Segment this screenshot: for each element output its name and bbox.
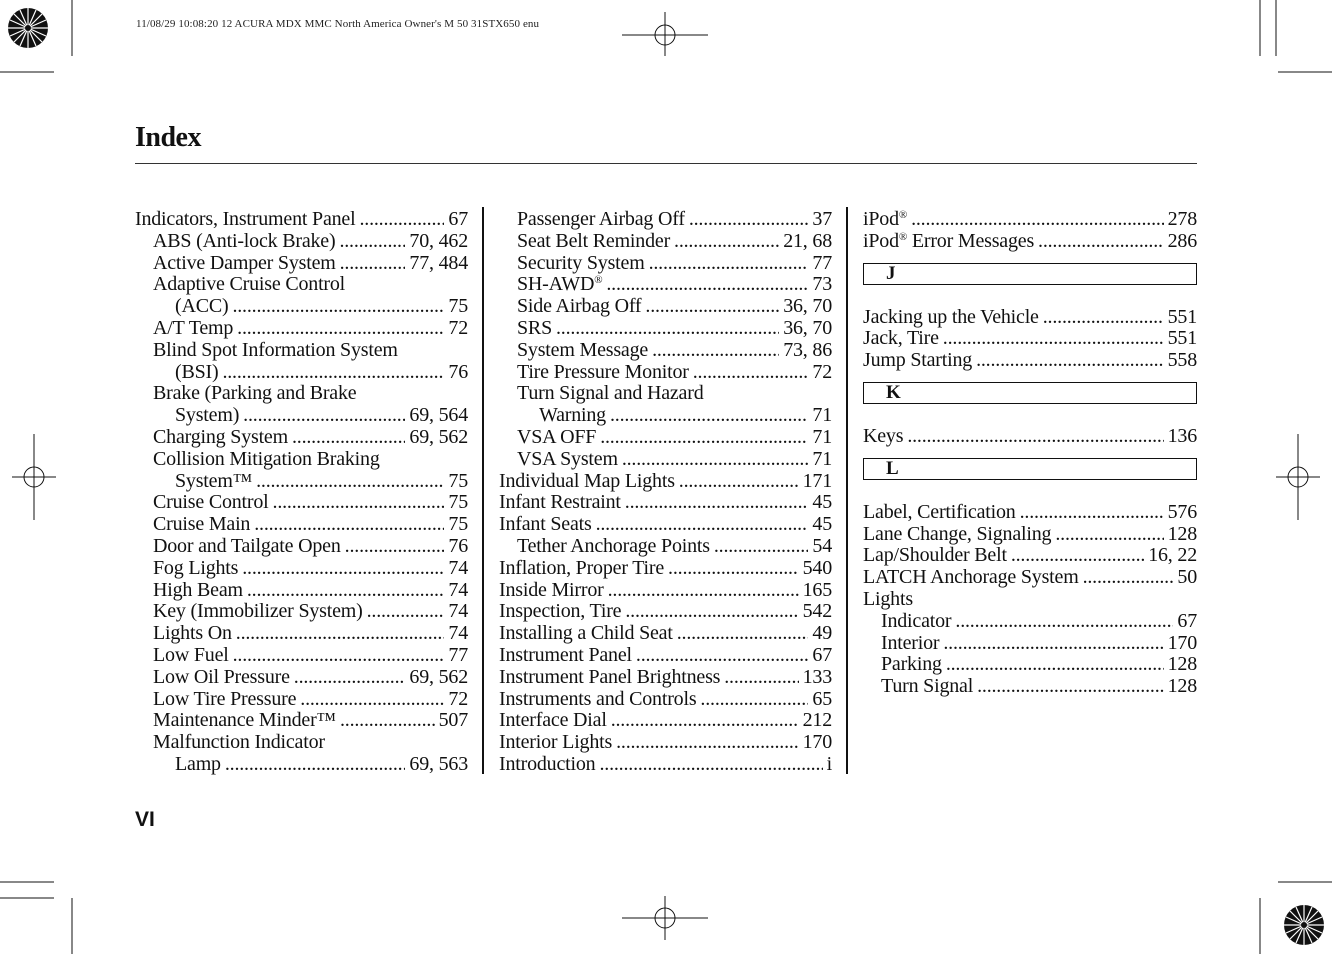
index-entry xyxy=(863,502,1197,524)
entry-page: 45 xyxy=(812,513,832,536)
entry-term: Blind Spot Information System xyxy=(153,338,398,361)
index-entry xyxy=(863,676,1197,698)
index-entry xyxy=(135,601,468,623)
entry-page: 69, 562 xyxy=(409,665,468,688)
entry-page: 286 xyxy=(1167,229,1197,252)
dot-leader xyxy=(939,328,1164,350)
index-entry xyxy=(499,274,832,296)
index-entry xyxy=(863,545,1197,567)
entry-term: Key (Immobilizer System) xyxy=(153,600,363,623)
dot-leader xyxy=(612,732,799,754)
dot-leader xyxy=(673,623,809,645)
entry-term: Keys xyxy=(863,424,904,447)
page-number: VI xyxy=(135,808,155,831)
entry-term: SRS xyxy=(517,316,552,339)
index-entry xyxy=(863,589,1197,611)
index-entry xyxy=(499,601,832,623)
entry-page: 576 xyxy=(1167,500,1197,523)
entry-term: Fog Lights xyxy=(153,556,239,579)
index-column-2 xyxy=(499,209,832,776)
dot-leader xyxy=(621,601,798,623)
entry-term: Warning xyxy=(539,404,606,427)
entry-term: (BSI) xyxy=(175,360,219,383)
index-entry xyxy=(863,611,1197,633)
entry-page: 75 xyxy=(448,295,468,318)
index-entry xyxy=(499,732,832,754)
entry-page: 73, 86 xyxy=(783,338,832,361)
dot-leader xyxy=(604,580,799,602)
entry-page: 74 xyxy=(448,578,468,601)
index-entry xyxy=(135,449,468,471)
entry-term: Security System xyxy=(517,251,645,274)
entry-page: 74 xyxy=(448,556,468,579)
dot-leader xyxy=(336,710,435,732)
dot-leader xyxy=(228,296,444,318)
entry-term: Jacking up the Vehicle xyxy=(863,305,1039,328)
dot-leader xyxy=(595,754,822,776)
dot-leader xyxy=(232,623,445,645)
dot-leader xyxy=(238,558,444,580)
entry-page: 36, 70 xyxy=(783,295,832,318)
entry-page: 16, 22 xyxy=(1148,544,1197,567)
dot-leader xyxy=(250,514,444,536)
dot-leader xyxy=(602,274,808,296)
dot-leader xyxy=(552,318,779,340)
entry-term: Door and Tailgate Open xyxy=(153,534,341,557)
entry-page: 71 xyxy=(812,425,832,448)
dot-leader xyxy=(596,427,808,449)
dot-leader xyxy=(592,514,809,536)
index-entry xyxy=(499,580,832,602)
dot-leader xyxy=(696,689,808,711)
entry-term: Maintenance Minder™ xyxy=(153,709,336,732)
entry-page: 49 xyxy=(812,622,832,645)
entry-term: Inside Mirror xyxy=(499,578,604,601)
entry-term: Indicators, Instrument Panel xyxy=(135,208,356,230)
entry-term: Instrument Panel xyxy=(499,643,632,666)
dot-leader xyxy=(645,253,809,275)
entry-page: 21, 68 xyxy=(783,229,832,252)
entry-term: Charging System xyxy=(153,425,288,448)
dot-leader xyxy=(252,471,444,493)
entry-term: Interior xyxy=(881,631,940,654)
entry-term: Malfunction Indicator xyxy=(153,731,325,754)
entry-page: 67 xyxy=(1177,609,1197,632)
dot-leader xyxy=(710,536,809,558)
dot-leader xyxy=(1039,307,1164,329)
print-header: 11/08/29 10:08:20 12 ACURA MDX MMC North America Owner's M 50 31STX650 enu xyxy=(136,18,540,30)
index-entry xyxy=(499,231,832,253)
index-entry xyxy=(135,383,468,405)
entry-page: 50 xyxy=(1177,566,1197,589)
entry-term: Introduction xyxy=(499,752,596,775)
index-entry xyxy=(135,340,468,362)
entry-page: 72 xyxy=(812,360,832,383)
entry-page: 128 xyxy=(1167,653,1197,676)
entry-term: Turn Signal xyxy=(881,675,974,698)
index-entry xyxy=(499,318,832,340)
entry-term: Low Fuel xyxy=(153,643,229,666)
entry-page: 54 xyxy=(812,534,832,557)
entry-page: 71 xyxy=(812,404,832,427)
dot-leader xyxy=(239,405,405,427)
dot-leader xyxy=(907,209,1164,231)
entry-term: Inflation, Proper Tire xyxy=(499,556,665,579)
entry-term: VSA OFF xyxy=(517,425,597,448)
index-entry xyxy=(863,328,1197,350)
dot-leader xyxy=(618,449,809,471)
index-entry xyxy=(135,689,468,711)
entry-term: iPod® Error Messages xyxy=(863,229,1035,252)
index-entry xyxy=(135,427,468,449)
entry-page: 558 xyxy=(1167,349,1197,372)
entry-term: Interior Lights xyxy=(499,731,613,754)
dot-leader xyxy=(363,601,445,623)
title-rule xyxy=(135,163,1197,164)
dot-leader xyxy=(288,427,405,449)
entry-page: i xyxy=(826,752,832,775)
entry-term: Tether Anchorage Points xyxy=(517,534,710,557)
index-entry xyxy=(863,567,1197,589)
index-entry xyxy=(135,645,468,667)
dot-leader xyxy=(607,710,799,732)
index-entry xyxy=(499,471,832,493)
index-entry xyxy=(135,274,468,296)
entry-page: 74 xyxy=(448,622,468,645)
dot-leader xyxy=(229,645,445,667)
column-divider xyxy=(846,207,848,774)
entry-page: 69, 563 xyxy=(409,752,468,775)
index-entry xyxy=(499,405,832,427)
index-entry xyxy=(135,492,468,514)
index-entry xyxy=(135,405,468,427)
entry-page: 171 xyxy=(802,469,832,492)
entry-term: System) xyxy=(175,404,240,427)
entry-term: Cruise Control xyxy=(153,491,269,514)
entry-page: 37 xyxy=(812,208,832,230)
index-entry xyxy=(135,623,468,645)
dot-leader xyxy=(243,580,445,602)
dot-leader xyxy=(720,667,798,689)
section-letter-j: J xyxy=(863,263,1197,285)
entry-page: 77 xyxy=(448,643,468,666)
index-entry xyxy=(135,580,468,602)
entry-page: 69, 562 xyxy=(409,425,468,448)
index-entry xyxy=(135,318,468,340)
entry-page: 36, 70 xyxy=(783,316,832,339)
entry-term: VSA System xyxy=(517,447,618,470)
dot-leader xyxy=(1034,231,1164,253)
index-entry xyxy=(499,667,832,689)
entry-page: 551 xyxy=(1167,305,1197,328)
entry-page: 212 xyxy=(802,709,832,732)
index-entry xyxy=(863,307,1197,329)
index-entry xyxy=(499,689,832,711)
index-entry xyxy=(863,654,1197,676)
entry-term: Low Tire Pressure xyxy=(153,687,297,710)
entry-page: 551 xyxy=(1167,327,1197,350)
index-entry xyxy=(499,340,832,362)
entry-term: Infant Seats xyxy=(499,513,592,536)
entry-page: 128 xyxy=(1167,522,1197,545)
entry-page: 67 xyxy=(812,643,832,666)
entry-page: 74 xyxy=(448,600,468,623)
dot-leader xyxy=(606,405,808,427)
index-entry xyxy=(863,426,1197,448)
entry-page: 165 xyxy=(802,578,832,601)
index-entry xyxy=(135,710,468,732)
column-divider xyxy=(482,207,484,774)
dot-leader xyxy=(689,362,809,384)
page-title: Index xyxy=(135,122,201,153)
entry-term: High Beam xyxy=(153,578,243,601)
entry-term: Inspection, Tire xyxy=(499,600,622,623)
dot-leader xyxy=(341,536,445,558)
entry-page: 170 xyxy=(1167,631,1197,654)
index-entry xyxy=(499,449,832,471)
dot-leader xyxy=(632,645,809,667)
dot-leader xyxy=(336,253,406,275)
index-entry xyxy=(499,536,832,558)
entry-page: 136 xyxy=(1167,424,1197,447)
dot-leader xyxy=(1051,524,1163,546)
index-entry xyxy=(135,471,468,493)
entry-term: Individual Map Lights xyxy=(499,469,675,492)
entry-page: 76 xyxy=(448,360,468,383)
entry-page: 128 xyxy=(1167,675,1197,698)
dot-leader xyxy=(670,231,779,253)
entry-term: Interface Dial xyxy=(499,709,607,732)
entry-page: 170 xyxy=(802,731,832,754)
entry-term: Instrument Panel Brightness xyxy=(499,665,721,688)
entry-term: Label, Certification xyxy=(863,500,1016,523)
entry-term: Passenger Airbag Off xyxy=(517,208,685,230)
dot-leader xyxy=(1079,567,1174,589)
dot-leader xyxy=(218,362,444,384)
dot-leader xyxy=(942,654,1164,676)
dot-leader xyxy=(1016,502,1164,524)
index-entry xyxy=(135,536,468,558)
dot-leader xyxy=(1007,545,1144,567)
entry-term: Lamp xyxy=(175,752,221,775)
dot-leader xyxy=(233,318,444,340)
entry-page: 70, 462 xyxy=(409,229,468,252)
dot-leader xyxy=(296,689,444,711)
entry-term: Indicator xyxy=(881,609,952,632)
index-entry xyxy=(499,383,832,405)
entry-page: 542 xyxy=(802,600,832,623)
index-column-1 xyxy=(135,209,468,776)
index-entry xyxy=(135,754,468,776)
entry-page: 69, 564 xyxy=(409,404,468,427)
section-letter-k: K xyxy=(863,382,1197,404)
index-entry xyxy=(863,633,1197,655)
entry-page: 278 xyxy=(1167,208,1197,230)
entry-term: ABS (Anti-lock Brake) xyxy=(153,229,336,252)
dot-leader xyxy=(269,492,445,514)
dot-leader xyxy=(641,296,779,318)
dot-leader xyxy=(335,231,405,253)
entry-term: System Message xyxy=(517,338,649,361)
entry-page: 73 xyxy=(812,273,832,296)
dot-leader xyxy=(675,471,799,493)
index-entry xyxy=(499,296,832,318)
entry-page: 540 xyxy=(802,556,832,579)
entry-term: A/T Temp xyxy=(153,316,234,339)
entry-term: Collision Mitigation Braking xyxy=(153,447,380,470)
index-entry xyxy=(499,514,832,536)
index-entry xyxy=(499,253,832,275)
entry-term: Lights On xyxy=(153,622,232,645)
index-entry xyxy=(135,209,468,231)
entry-page: 45 xyxy=(812,491,832,514)
entry-term: Instruments and Controls xyxy=(499,687,697,710)
entry-term: (ACC) xyxy=(175,295,229,318)
section-letter-l: L xyxy=(863,458,1197,480)
entry-term: Jack, Tire xyxy=(863,327,939,350)
entry-term: Lap/Shoulder Belt xyxy=(863,544,1007,567)
index-entry xyxy=(499,492,832,514)
index-entry xyxy=(135,667,468,689)
index-entry xyxy=(499,710,832,732)
entry-page: 75 xyxy=(448,513,468,536)
index-column-3 xyxy=(863,209,1197,698)
entry-page: 72 xyxy=(448,316,468,339)
entry-term: Lane Change, Signaling xyxy=(863,522,1052,545)
index-entry xyxy=(135,296,468,318)
entry-term: Lights xyxy=(863,587,913,610)
dot-leader xyxy=(290,667,406,689)
entry-term: Turn Signal and Hazard xyxy=(517,382,704,405)
index-entry xyxy=(135,253,468,275)
entry-page: 133 xyxy=(802,665,832,688)
entry-term: SH-AWD® xyxy=(517,273,603,296)
index-entry xyxy=(499,427,832,449)
entry-term: Installing a Child Seat xyxy=(499,622,673,645)
entry-page: 67 xyxy=(448,208,468,230)
index-entry xyxy=(135,362,468,384)
index-entry xyxy=(135,732,468,754)
dot-leader xyxy=(951,611,1173,633)
dot-leader xyxy=(973,676,1164,698)
dot-leader xyxy=(972,350,1164,372)
index-entry xyxy=(135,558,468,580)
entry-page: 507 xyxy=(438,709,468,732)
index-entry xyxy=(499,623,832,645)
entry-page: 72 xyxy=(448,687,468,710)
entry-term: Brake (Parking and Brake xyxy=(153,382,357,405)
entry-page: 77 xyxy=(812,251,832,274)
entry-page: 75 xyxy=(448,491,468,514)
entry-term: Low Oil Pressure xyxy=(153,665,290,688)
entry-term: System™ xyxy=(175,469,253,492)
index-entry xyxy=(499,558,832,580)
index-entry xyxy=(135,514,468,536)
entry-page: 77, 484 xyxy=(409,251,468,274)
index-entry xyxy=(863,524,1197,546)
entry-term: iPod® xyxy=(863,208,908,230)
entry-term: Seat Belt Reminder xyxy=(517,229,671,252)
index-entry xyxy=(499,209,832,231)
entry-term: LATCH Anchorage System xyxy=(863,566,1079,589)
entry-term: Tire Pressure Monitor xyxy=(517,360,689,383)
entry-page: 65 xyxy=(812,687,832,710)
entry-term: Active Damper System xyxy=(153,251,336,274)
index-entry xyxy=(499,645,832,667)
dot-leader xyxy=(685,209,809,231)
dot-leader xyxy=(939,633,1163,655)
index-entry xyxy=(499,362,832,384)
entry-page: 71 xyxy=(812,447,832,470)
dot-leader xyxy=(648,340,779,362)
dot-leader xyxy=(355,209,444,231)
entry-term: Adaptive Cruise Control xyxy=(153,273,346,296)
index-entry xyxy=(499,754,832,776)
entry-term: Jump Starting xyxy=(863,349,973,372)
entry-term: Parking xyxy=(881,653,942,676)
index-entry xyxy=(863,350,1197,372)
index-entry xyxy=(863,209,1197,231)
entry-term: Cruise Main xyxy=(153,513,251,536)
entry-page: 75 xyxy=(448,469,468,492)
entry-term: Infant Restraint xyxy=(499,491,621,514)
dot-leader xyxy=(221,754,406,776)
index-entry xyxy=(863,231,1197,253)
dot-leader xyxy=(903,426,1163,448)
dot-leader xyxy=(621,492,809,514)
entry-term: Side Airbag Off xyxy=(517,295,642,318)
index-entry xyxy=(135,231,468,253)
dot-leader xyxy=(664,558,799,580)
entry-page: 76 xyxy=(448,534,468,557)
